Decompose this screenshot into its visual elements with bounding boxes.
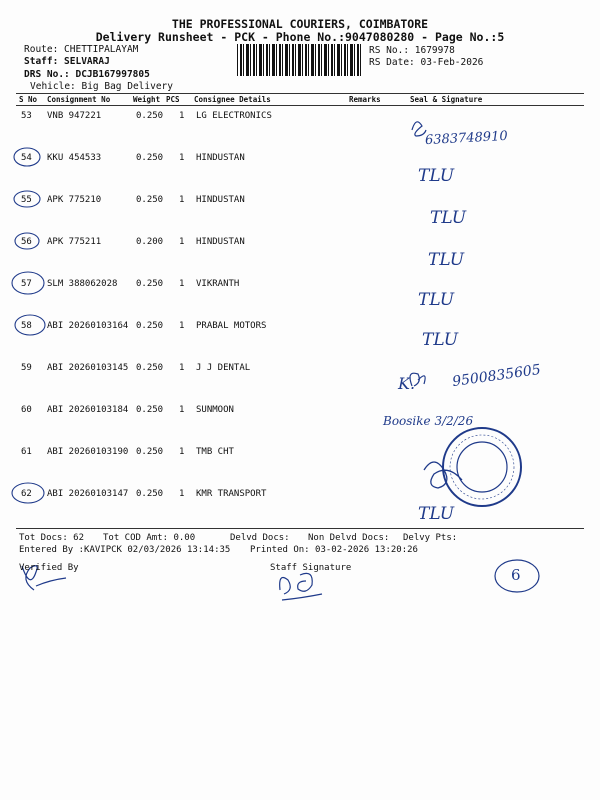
circle-54 bbox=[14, 148, 40, 166]
footer-top-rule bbox=[16, 528, 584, 529]
signature-54: TLU bbox=[418, 166, 455, 186]
row-consignee: LG ELECTRONICS bbox=[196, 111, 272, 121]
row-sno: 56 bbox=[21, 237, 32, 247]
handwritten-k: K. bbox=[398, 374, 416, 393]
row-consignee: HINDUSTAN bbox=[196, 237, 245, 247]
row-pcs: 1 bbox=[179, 237, 185, 247]
row-pcs: 1 bbox=[179, 195, 185, 205]
col-sno: S No bbox=[19, 95, 38, 104]
row-sno: 57 bbox=[21, 279, 32, 289]
row-consignment: VNB 947221 bbox=[47, 111, 102, 121]
handwritten-phone-1: 6383748910 bbox=[424, 128, 509, 149]
row-weight: 0.250 bbox=[136, 489, 164, 499]
col-seal-signature: Seal & Signature bbox=[410, 95, 483, 104]
row-consignment: ABI 20260103147 bbox=[47, 489, 129, 499]
row-weight: 0.250 bbox=[136, 195, 164, 205]
handwritten-phone-2: 9500835605 bbox=[451, 361, 542, 391]
runsheet-subtitle: Delivery Runsheet - PCK - Phone No.:9047080280 - Page No.:5 bbox=[95, 30, 505, 44]
staff: Staff: SELVARAJ bbox=[24, 56, 110, 67]
staff-signature-label: Staff Signature bbox=[270, 563, 352, 573]
row-consignment: APK 775210 bbox=[47, 195, 102, 205]
row-weight: 0.250 bbox=[136, 111, 164, 121]
row-weight: 0.250 bbox=[136, 321, 164, 331]
circle-56 bbox=[15, 233, 39, 249]
circle-62 bbox=[12, 483, 44, 503]
signature-62: TLU bbox=[418, 504, 455, 524]
rs-date: RS Date: 03-Feb-2026 bbox=[369, 57, 484, 68]
handwritten-date-note: Boosike 3/2/26 bbox=[383, 414, 474, 428]
row-pcs: 1 bbox=[179, 447, 185, 457]
signature-57: TLU bbox=[418, 290, 455, 310]
drs-number: DRS No.: DCJB167997805 bbox=[24, 69, 150, 80]
row-consignment: ABI 20260103190 bbox=[47, 447, 129, 457]
row-weight: 0.250 bbox=[136, 447, 164, 457]
signature-58: TLU bbox=[422, 330, 459, 350]
row-consignee: VIKRANTH bbox=[196, 279, 240, 289]
row-consignment: ABI 20260103164 bbox=[47, 321, 129, 331]
company-title: THE PROFESSIONAL COURIERS, COIMBATORE bbox=[171, 17, 429, 31]
row-consignee: KMR TRANSPORT bbox=[196, 489, 267, 499]
circle-58 bbox=[15, 315, 45, 335]
row-sno: 62 bbox=[21, 489, 32, 499]
row-pcs: 1 bbox=[179, 279, 185, 289]
row-weight: 0.250 bbox=[136, 405, 164, 415]
row-pcs: 1 bbox=[179, 363, 185, 373]
signature-56: TLU bbox=[428, 250, 465, 270]
row-consignment: SLM 388062028 bbox=[47, 279, 118, 289]
row-sno: 61 bbox=[21, 447, 32, 457]
delivery-points: Delvy Pts: bbox=[403, 533, 458, 543]
verified-by-label: Verified By bbox=[19, 563, 79, 573]
row-consignee: HINDUSTAN bbox=[196, 195, 245, 205]
signature-55: TLU bbox=[430, 208, 467, 228]
col-pcs: PCS bbox=[166, 95, 180, 104]
staff-signature bbox=[280, 573, 322, 600]
row-consignment: APK 775211 bbox=[47, 237, 102, 247]
row-pcs: 1 bbox=[179, 111, 185, 121]
row-consignment: KKU 454533 bbox=[47, 153, 102, 163]
row-consignee: SUNMOON bbox=[196, 405, 234, 415]
row-sno: 58 bbox=[21, 321, 32, 331]
row-sno: 54 bbox=[21, 153, 32, 163]
col-consignee: Consignee Details bbox=[194, 95, 271, 104]
row-consignment: ABI 20260103145 bbox=[47, 363, 129, 373]
circle-55 bbox=[14, 191, 40, 207]
row-consignment: ABI 20260103184 bbox=[47, 405, 129, 415]
rs-number: RS No.: 1679978 bbox=[369, 45, 455, 56]
col-remarks: Remarks bbox=[349, 95, 381, 104]
row-weight: 0.250 bbox=[136, 279, 164, 289]
col-weight: Weight bbox=[133, 95, 161, 104]
circle-57 bbox=[12, 272, 44, 294]
col-consignment: Consignment No bbox=[47, 95, 111, 104]
row-weight: 0.200 bbox=[136, 237, 164, 247]
delivered-docs: Delvd Docs: bbox=[230, 533, 290, 543]
printed-on: Printed On: 03-02-2026 13:20:26 bbox=[250, 545, 418, 555]
non-delivered-docs: Non Delvd Docs: bbox=[308, 533, 390, 543]
entered-by: Entered By :KAVIPCK 02/03/2026 13:14:35 bbox=[19, 545, 231, 555]
row-sno: 53 bbox=[21, 111, 32, 121]
row-pcs: 1 bbox=[179, 321, 185, 331]
row-weight: 0.250 bbox=[136, 153, 164, 163]
row-pcs: 1 bbox=[179, 405, 185, 415]
total-docs: Tot Docs: 62 bbox=[19, 533, 85, 543]
row-sno: 55 bbox=[21, 195, 32, 205]
total-cod: Tot COD Amt: 0.00 bbox=[103, 533, 196, 543]
vehicle: Vehicle: Big Bag Delivery bbox=[30, 81, 173, 92]
row-pcs: 1 bbox=[179, 489, 185, 499]
row-sno: 59 bbox=[21, 363, 32, 373]
page-circle-number: 6 bbox=[511, 566, 521, 584]
row-sno: 60 bbox=[21, 405, 32, 415]
route: Route: CHETTIPALAYAM bbox=[24, 44, 139, 55]
staff-seal-stamp bbox=[424, 428, 521, 506]
row-pcs: 1 bbox=[179, 153, 185, 163]
row-consignee: HINDUSTAN bbox=[196, 153, 245, 163]
row-consignee: PRABAL MOTORS bbox=[196, 321, 267, 331]
row-consignee: J J DENTAL bbox=[196, 363, 251, 373]
row-weight: 0.250 bbox=[136, 363, 164, 373]
row-consignee: TMB CHT bbox=[196, 447, 234, 457]
